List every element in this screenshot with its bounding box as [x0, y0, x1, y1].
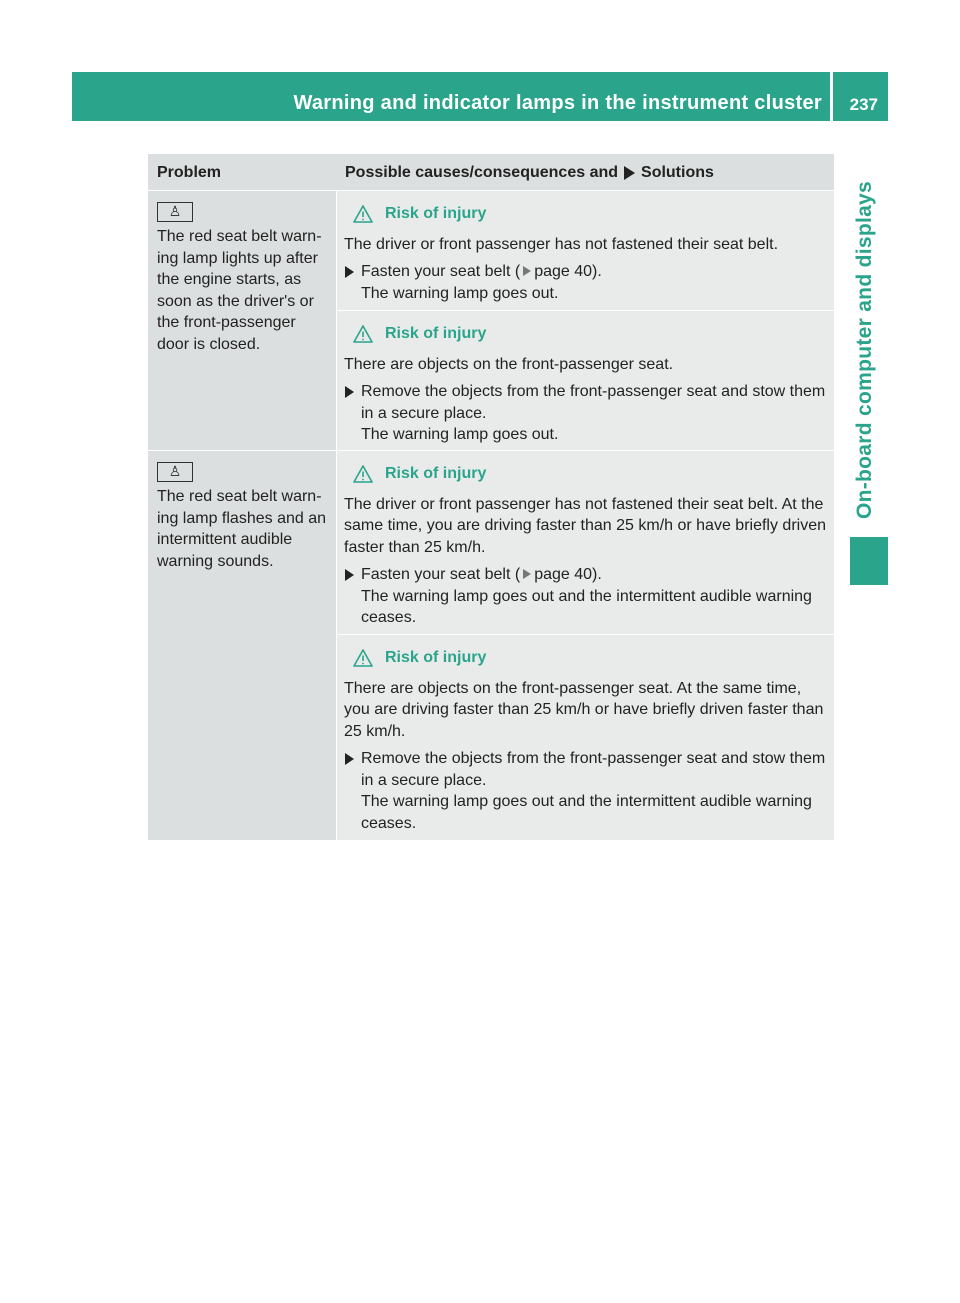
warning-lamp-table	[148, 154, 834, 840]
step-result: The warning lamp goes out and the intermittent audible warning ceases.	[361, 587, 812, 626]
table-header	[148, 154, 834, 190]
risk-heading	[353, 203, 828, 225]
cause-text: There are objects on the front-passenger seat. At the same time, you are driving faster than 25 km/h or have briefly driven faster than 25 km/h.	[344, 679, 824, 740]
page-header	[72, 72, 888, 121]
page-ref-icon	[523, 266, 531, 276]
action-step	[344, 261, 828, 304]
cause-text: The driver or front passenger has not fastened their seat belt.	[344, 235, 779, 253]
warning-triangle-icon	[353, 465, 373, 483]
header-divider	[830, 72, 833, 121]
step-text: Fasten your seat belt (	[361, 566, 521, 583]
table-row-2-solution-1	[337, 451, 834, 634]
risk-heading-text: Risk of injury	[385, 325, 487, 342]
action-step	[344, 564, 828, 629]
page-ref-icon	[523, 569, 531, 579]
seat-belt-lamp-icon: ♙	[157, 202, 193, 222]
risk-heading	[353, 463, 828, 485]
action-step	[344, 748, 828, 834]
section-tab-marker	[850, 537, 888, 585]
header-solutions: Solutions	[641, 164, 714, 181]
action-arrow-icon	[345, 386, 354, 398]
section-label-text: On-board computer and displays	[853, 180, 876, 519]
action-step	[344, 381, 828, 446]
table-row-2-problem	[148, 451, 336, 840]
action-arrow-icon	[345, 569, 354, 581]
problem-text: The red seat belt warn-ing lamp flashes and an intermittent audible warning sounds.	[157, 488, 326, 570]
header-problem: Problem	[157, 164, 222, 181]
page-title: Warning and indicator lamps in the instrument cluster	[293, 92, 822, 114]
page-reference-link[interactable]: page 40).	[534, 263, 602, 280]
step-text: Fasten your seat belt (	[361, 263, 521, 280]
step-text: Remove the objects from the front-passenger seat and stow them in a secure place.	[361, 383, 826, 422]
page-reference-link[interactable]: page 40).	[534, 566, 602, 583]
risk-heading-text: Risk of injury	[385, 205, 487, 222]
step-result: The warning lamp goes out.	[361, 284, 559, 302]
seat-belt-lamp-icon: ♙	[157, 462, 193, 482]
table-row-1-solution-2	[337, 311, 834, 450]
warning-triangle-icon	[353, 205, 373, 223]
page-number: 237	[849, 95, 878, 114]
step-text: Remove the objects from the front-passenger seat and stow them in a secure place.	[361, 750, 826, 789]
arrow-right-icon	[624, 166, 635, 180]
warning-triangle-icon	[353, 649, 373, 667]
table-row-1-solution-1	[337, 191, 834, 310]
warning-triangle-icon	[353, 325, 373, 343]
risk-heading	[353, 647, 828, 669]
risk-heading-text: Risk of injury	[385, 649, 487, 666]
section-side-label	[845, 162, 885, 537]
cause-text: There are objects on the front-passenger seat.	[344, 355, 674, 373]
risk-heading-text: Risk of injury	[385, 465, 487, 482]
table-row-1-problem	[148, 191, 336, 450]
step-result: The warning lamp goes out.	[361, 426, 559, 443]
step-result: The warning lamp goes out and the intermittent audible warning ceases.	[361, 793, 812, 832]
problem-text: The red seat belt warn-ing lamp lights up after the engine starts, as soon as the driver's or the front-passenger door is closed.	[157, 228, 322, 353]
action-arrow-icon	[345, 266, 354, 278]
header-causes-solutions	[345, 164, 714, 182]
risk-heading	[353, 323, 828, 345]
header-causes: Possible causes/consequences and	[345, 164, 619, 181]
cause-text: The driver or front passenger has not fastened their seat belt. At the same time, you are driving faster than 25 km/h or have briefly driven faster than 25 km/h.	[344, 495, 826, 556]
action-arrow-icon	[345, 753, 354, 765]
table-row-2-solution-2	[337, 635, 834, 840]
